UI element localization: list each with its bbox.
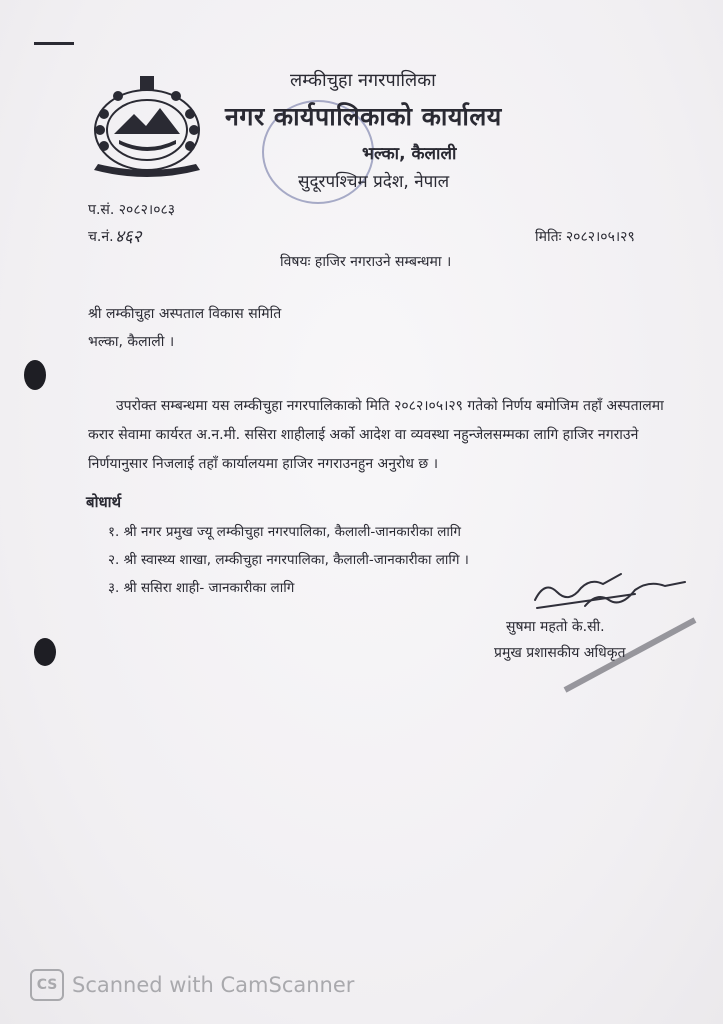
office-location: भल्का, कैलाली bbox=[362, 144, 457, 164]
letter-date: मितिः २०८२।०५।२९ bbox=[535, 229, 635, 245]
cc-item: २. श्री स्वास्थ्य शाखा, लम्कीचुहा नगरपालिका, कैलाली-जानकारीका लागि । bbox=[108, 552, 469, 568]
punch-hole bbox=[24, 360, 46, 390]
chalan-number: ४६२ bbox=[115, 227, 142, 247]
nepal-emblem-icon bbox=[84, 74, 210, 180]
letter-subject: विषयः हाजिर नगराउने सम्बन्धमा । bbox=[280, 254, 452, 270]
cc-heading: बोधार्थ bbox=[86, 493, 122, 511]
punch-hole bbox=[34, 638, 56, 666]
addressee-place: भल्का, कैलाली । bbox=[88, 334, 175, 350]
municipality-name: लम्कीचुहा नगरपालिका bbox=[290, 70, 436, 91]
province-line: सुदूरपश्चिम प्रदेश, नेपाल bbox=[298, 172, 450, 192]
scanner-watermark bbox=[30, 969, 354, 1001]
office-title: नगर कार्यपालिकाको कार्यालय bbox=[225, 102, 502, 131]
letter-body: उपरोक्त सम्बन्धमा यस लम्कीचुहा नगरपालिकाको मिति २०८२।०५।२९ गतेको निर्णय बमोजिम तहाँ अस्पतालमा करार सेवामा कार्यरत अ.न.मी. ससिरा शाहीलाई अर्को आदेश वा व्यवस्था नहुन्जेलसम्मका लागि हाजिर नगराउने निर्णयानुसार निजलाई तहाँ कार्यालयमा हाजिर नगराउनहुन अनुरोध छ । bbox=[88, 398, 664, 472]
corner-mark bbox=[34, 42, 74, 45]
addressee-name: श्री लम्कीचुहा अस्पताल विकास समिति bbox=[88, 306, 282, 322]
chalan-label: च.नं. bbox=[88, 229, 114, 245]
reference-number: प.सं. २०८२।०८३ bbox=[88, 202, 176, 218]
signer-name: सुषमा महतो के.सी. bbox=[506, 619, 605, 635]
cc-item: १. श्री नगर प्रमुख ज्यू लम्कीचुहा नगरपालिका, कैलाली-जानकारीका लागि bbox=[108, 524, 461, 540]
cc-item: ३. श्री ससिरा शाही- जानकारीका लागि bbox=[108, 580, 295, 596]
watermark-text: Scanned with CamScanner bbox=[72, 973, 355, 997]
cc-list bbox=[108, 518, 469, 602]
signer-designation: प्रमुख प्रशासकीय अधिकृत bbox=[494, 645, 626, 661]
camscanner-logo-icon: CS bbox=[30, 969, 64, 1001]
